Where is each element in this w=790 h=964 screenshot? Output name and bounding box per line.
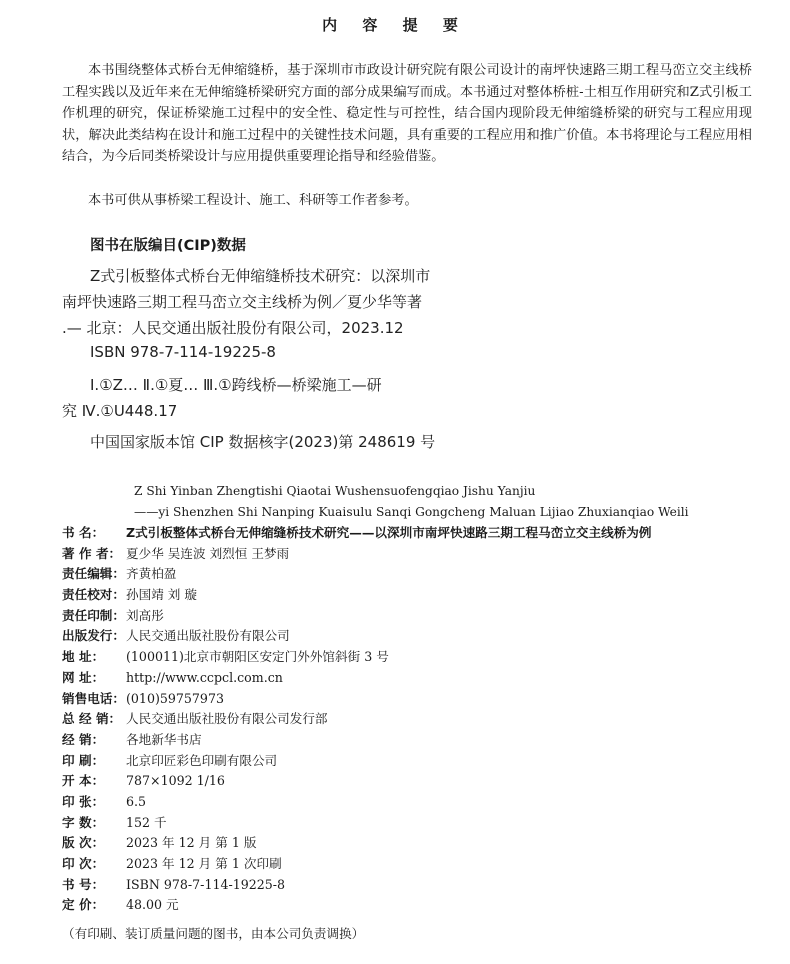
cip-record-number: 中国国家版本馆 CIP 数据核字(2023)第 248619 号 — [90, 433, 436, 451]
info-row — [62, 689, 762, 710]
info-value: http://www.ccpcl.com.cn — [126, 669, 283, 685]
info-label: 经 销： — [62, 731, 105, 747]
info-value: ISBN 978-7-114-19225-8 — [126, 876, 286, 892]
info-label: 版 次： — [62, 835, 105, 851]
info-value: 48.00 元 — [126, 897, 179, 913]
cip-isbn: ISBN 978-7-114-19225-8 — [90, 343, 276, 361]
info-label: 开 本： — [62, 773, 105, 789]
info-label: 书 名： — [62, 525, 105, 540]
info-label: 字 数： — [62, 814, 105, 830]
cip-classification: Ⅰ.①Z… Ⅱ.①夏… Ⅲ.①跨线桥—桥梁施工—研 — [90, 376, 382, 394]
subtitle-romanization: ——yi Shenzhen Shi Nanping Kuaisulu Sanqi Gongcheng Maluan Lijiao Zhuxianqiao Weili — [134, 505, 689, 519]
info-row — [62, 854, 762, 875]
info-label: 网 址： — [62, 669, 105, 685]
info-value: 孙国靖 刘 璇 — [126, 587, 197, 603]
info-label: 著 作 者： — [62, 545, 122, 561]
info-value: 刘高彤 — [126, 607, 164, 623]
info-value: 北京印匠彩色印刷有限公司 — [126, 752, 278, 768]
info-value: 152 千 — [126, 814, 167, 830]
info-value: 齐黄柏盈 — [126, 566, 177, 582]
info-value: 6.5 — [126, 793, 147, 809]
info-value: 人民交通出版社股份有限公司发行部 — [126, 711, 328, 727]
info-row — [62, 544, 762, 565]
cip-line: Z式引板整体式桥台无伸缩缝桥技术研究：以深圳市 — [90, 267, 431, 285]
info-row — [62, 875, 762, 896]
info-value: 2023 年 12 月 第 1 版 — [126, 835, 257, 851]
summary-title: 内 容 提 要 — [322, 16, 468, 34]
cip-line: .— 北京：人民交通出版社股份有限公司，2023.12 — [62, 319, 404, 337]
info-label: 销售电话： — [62, 690, 125, 706]
info-row — [62, 895, 762, 916]
info-row — [62, 709, 762, 730]
info-label: 责任编辑： — [62, 566, 125, 582]
info-label: 出版发行： — [62, 628, 125, 644]
info-label: 责任印制： — [62, 607, 125, 623]
info-value: 2023 年 12 月 第 1 次印刷 — [126, 856, 282, 871]
info-row — [62, 647, 762, 668]
info-value: 各地新华书店 — [126, 731, 202, 747]
cip-line: 南坪快速路三期工程马峦立交主线桥为例／夏少华等著 — [62, 293, 423, 311]
info-row — [62, 771, 762, 792]
info-row — [62, 626, 762, 647]
summary-paragraph: 本书围绕整体式桥台无伸缩缝桥，基于深圳市市政设计研究院有限公司设计的南坪快速路三期工程马峦立交主线桥工程实践以及近年来在无伸缩缝桥梁研究方面的部分成果编写而成。本书通过对整体桥桩-土相互作用研究和Z式引板工作机理的研究，保证桥梁施工过程中的安全性、稳定性与可控性，结合国内现阶段无伸缩缝桥梁的研究与工程应用现状，解决此类结构在设计和施工过程中的关键性技术问题，具有重要的工程应用和推广价值。本书将理论与工程应用相结合，为今后同类桥梁设计与应用提供重要理论指导和经验借鉴。 — [62, 63, 752, 165]
info-value: (100011)北京市朝阳区安定门外外馆斜街 3 号 — [126, 649, 389, 665]
info-row — [62, 833, 762, 854]
cip-heading: 图书在版编目(CIP)数据 — [90, 238, 246, 254]
title-romanization: Z Shi Yinban Zhengtishi Qiaotai Wushensuofengqiao Jishu Yanjiu — [134, 484, 536, 498]
book-info-table — [62, 523, 762, 916]
info-value: (010)59757973 — [126, 690, 224, 706]
info-row — [62, 792, 762, 813]
info-value: 787×1092 1/16 — [126, 773, 225, 789]
footer-note: （有印刷、装订质量问题的图书，由本公司负责调换） — [62, 926, 365, 941]
info-value: 夏少华 吴连波 刘烈恒 王梦雨 — [126, 545, 290, 561]
info-label: 印 刷： — [62, 752, 105, 768]
info-row — [62, 813, 762, 834]
info-row — [62, 564, 762, 585]
info-row — [62, 606, 762, 627]
info-label: 定 价： — [62, 897, 105, 913]
info-value: 人民交通出版社股份有限公司 — [126, 628, 290, 644]
info-label: 地 址： — [62, 649, 105, 665]
info-row — [62, 523, 762, 544]
info-row — [62, 751, 762, 772]
summary-audience: 本书可供从事桥梁工程设计、施工、科研等工作者参考。 — [88, 193, 418, 208]
info-row — [62, 668, 762, 689]
info-label: 总 经 销： — [62, 711, 122, 727]
info-value: Z式引板整体式桥台无伸缩缝桥技术研究——以深圳市南坪快速路三期工程马峦立交主线桥为例 — [126, 525, 652, 540]
info-label: 书 号： — [62, 876, 105, 892]
info-label: 责任校对： — [62, 587, 125, 603]
info-label: 印 次： — [62, 856, 105, 871]
info-row — [62, 730, 762, 751]
cip-classification-cont: 究 Ⅳ.①U448.17 — [62, 402, 178, 420]
info-row — [62, 585, 762, 606]
info-label: 印 张： — [62, 793, 105, 809]
